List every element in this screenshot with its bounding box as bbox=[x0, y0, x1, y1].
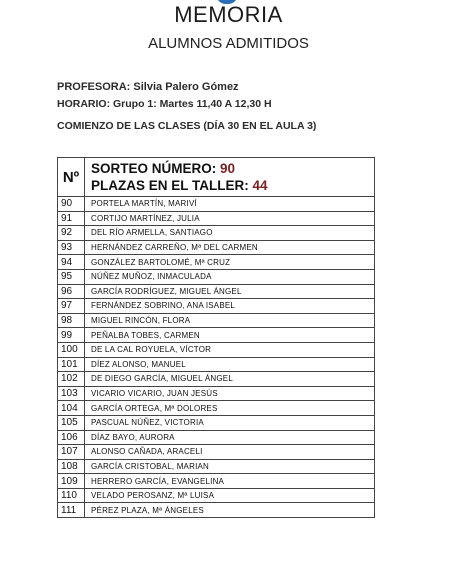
table-row bbox=[58, 503, 375, 518]
student-name: DÍAZ BAYO, AURORA bbox=[85, 430, 375, 445]
table-row bbox=[58, 240, 375, 255]
table-row bbox=[58, 488, 375, 503]
row-number: 108 bbox=[58, 459, 85, 474]
row-number: 104 bbox=[58, 401, 85, 416]
student-name: GARCÍA ORTEGA, Mª DOLORES bbox=[85, 401, 375, 416]
schedule-label: HORARIO: bbox=[57, 98, 111, 110]
student-name: VELADO PEROSANZ, Mª LUISA bbox=[85, 488, 375, 503]
teacher-label: PROFESORA: bbox=[57, 81, 131, 93]
places-line bbox=[91, 177, 374, 194]
row-number: 98 bbox=[58, 313, 85, 328]
row-number: 93 bbox=[58, 240, 85, 255]
table-row bbox=[58, 372, 375, 387]
student-name: ALONSO CAÑADA, ARACELI bbox=[85, 445, 375, 460]
table-row bbox=[58, 445, 375, 460]
places-number: 44 bbox=[252, 178, 268, 193]
row-number: 90 bbox=[58, 197, 85, 212]
student-name: DEL RÍO ARMELLA, SANTIAGO bbox=[85, 226, 375, 241]
row-number: 99 bbox=[58, 328, 85, 343]
row-number: 91 bbox=[58, 211, 85, 226]
student-name: NÚÑEZ MUÑOZ, INMACULADA bbox=[85, 269, 375, 284]
table-row bbox=[58, 401, 375, 416]
table-row bbox=[58, 357, 375, 372]
student-name: DE DIEGO GARCÍA, MIGUEL ÁNGEL bbox=[85, 372, 375, 387]
row-number: 100 bbox=[58, 342, 85, 357]
row-number: 110 bbox=[58, 488, 85, 503]
table-header-row bbox=[58, 158, 375, 197]
student-name: VICARIO VICARIO, JUAN JESÚS bbox=[85, 386, 375, 401]
student-name: GARCÍA RODRÍGUEZ, MIGUEL ÁNGEL bbox=[85, 284, 375, 299]
row-number: 94 bbox=[58, 255, 85, 270]
row-number: 107 bbox=[58, 445, 85, 460]
table-row bbox=[58, 211, 375, 226]
table-row bbox=[58, 328, 375, 343]
table-row bbox=[58, 284, 375, 299]
row-number: 101 bbox=[58, 357, 85, 372]
table-row bbox=[58, 459, 375, 474]
table-row bbox=[58, 269, 375, 284]
draw-line bbox=[91, 160, 374, 177]
row-number: 111 bbox=[58, 503, 85, 518]
table-row bbox=[58, 299, 375, 314]
student-name: HERRERO GARCÍA, EVANGELINA bbox=[85, 474, 375, 489]
admitted-students-table bbox=[57, 157, 375, 518]
table-row bbox=[58, 255, 375, 270]
student-name: PASCUAL NÚÑEZ, VICTORIA bbox=[85, 415, 375, 430]
table-row bbox=[58, 474, 375, 489]
student-name: GARCÍA CRISTOBAL, MARIAN bbox=[85, 459, 375, 474]
places-label: PLAZAS EN EL TALLER: bbox=[91, 178, 249, 193]
student-name: PORTELA MARTÍN, MARIVÍ bbox=[85, 197, 375, 212]
row-number: 92 bbox=[58, 226, 85, 241]
table-header-info bbox=[85, 158, 375, 197]
student-name: GONZÁLEZ BARTOLOMÉ, Mª CRUZ bbox=[85, 255, 375, 270]
table-row bbox=[58, 342, 375, 357]
row-number: 95 bbox=[58, 269, 85, 284]
draw-number: 90 bbox=[220, 161, 236, 176]
schedule-line bbox=[57, 98, 272, 110]
table-row bbox=[58, 430, 375, 445]
row-number: 103 bbox=[58, 386, 85, 401]
row-number: 102 bbox=[58, 372, 85, 387]
table-row bbox=[58, 226, 375, 241]
table-row bbox=[58, 415, 375, 430]
row-number: 106 bbox=[58, 430, 85, 445]
row-number: 97 bbox=[58, 299, 85, 314]
table-row bbox=[58, 386, 375, 401]
column-header-number: Nº bbox=[58, 158, 85, 197]
student-name: MIGUEL RINCÓN, FLORA bbox=[85, 313, 375, 328]
student-name: FERNÁNDEZ SOBRINO, ANA ISABEL bbox=[85, 299, 375, 314]
student-name: HERNÁNDEZ CARREÑO, Mª DEL CARMEN bbox=[85, 240, 375, 255]
student-name: DE LA CAL ROYUELA, VÍCTOR bbox=[85, 342, 375, 357]
student-name: CORTIJO MARTÍNEZ, JULIA bbox=[85, 211, 375, 226]
row-number: 105 bbox=[58, 415, 85, 430]
row-number: 96 bbox=[58, 284, 85, 299]
schedule-value: Grupo 1: Martes 11,40 A 12,30 H bbox=[113, 98, 272, 110]
row-number: 109 bbox=[58, 474, 85, 489]
table-row bbox=[58, 197, 375, 212]
table-row bbox=[58, 313, 375, 328]
teacher-name: Silvia Palero Gómez bbox=[133, 81, 239, 93]
teacher-line bbox=[57, 81, 239, 93]
start-line: COMIENZO DE LAS CLASES (DÍA 30 EN EL AULA 3) bbox=[57, 120, 317, 132]
student-name: DÍEZ ALONSO, MANUEL bbox=[85, 357, 375, 372]
draw-label: SORTEO NÚMERO: bbox=[91, 161, 217, 176]
page-subtitle: ALUMNOS ADMITIDOS bbox=[148, 35, 309, 52]
student-name: PEÑALBA TOBES, CARMEN bbox=[85, 328, 375, 343]
student-name: PÉREZ PLAZA, Mª ÁNGELES bbox=[85, 503, 375, 518]
page-title: MEMORIA bbox=[174, 2, 283, 27]
